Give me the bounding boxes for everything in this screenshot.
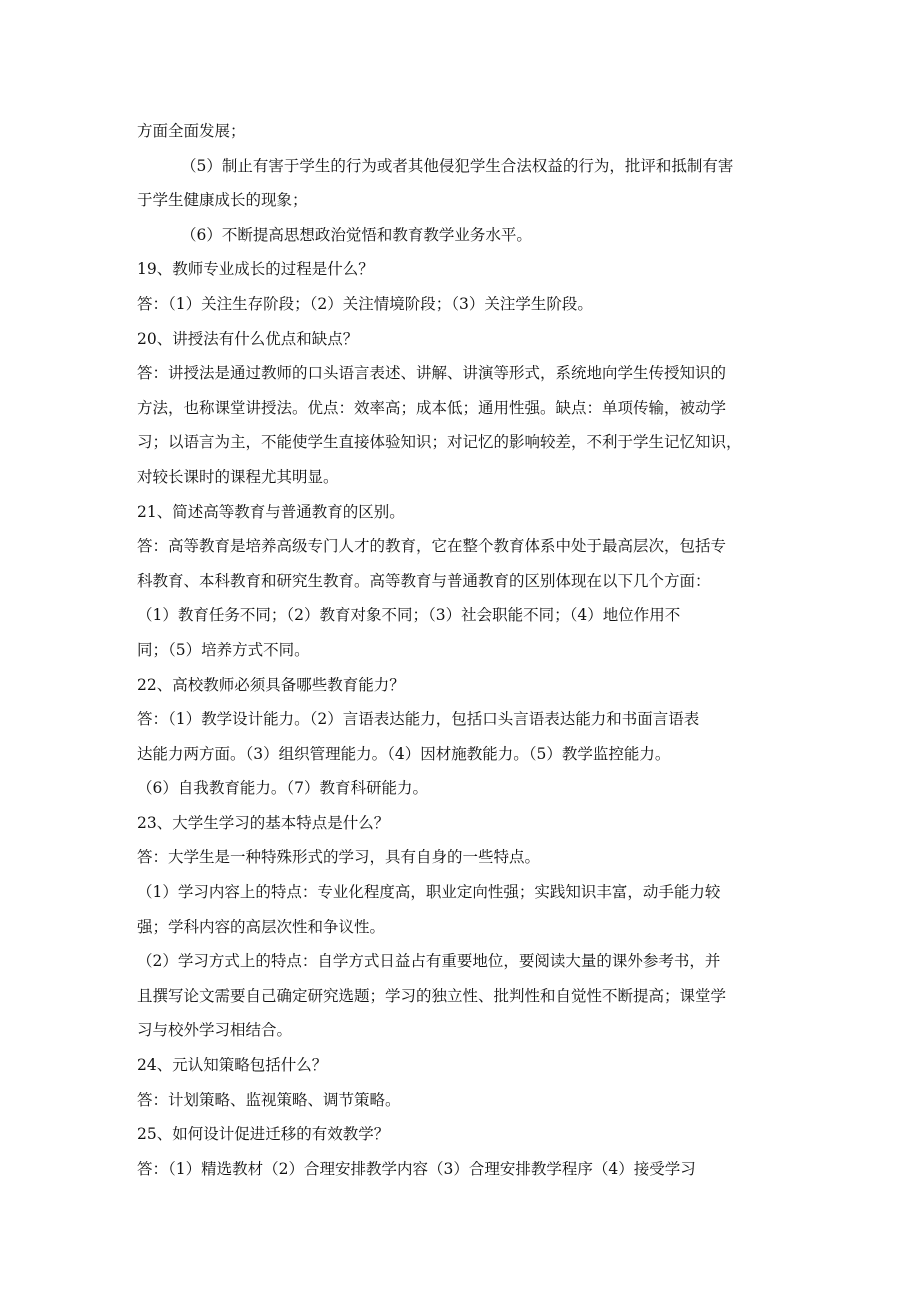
text-line: 21、简述高等教育与普通教育的区别。 — [137, 502, 405, 521]
text-line: 于学生健康成长的现象； — [137, 191, 308, 210]
text-line: 23、大学生学习的基本特点是什么？ — [137, 813, 390, 832]
text-line: 答：高等教育是培养高级专门人才的教育，它在整个教育体系中处于最高层次，包括专 — [137, 537, 727, 556]
text-line: 答：大学生是一种特殊形式的学习，具有自身的一些特点。 — [137, 848, 541, 867]
text-line: 20、讲授法有什么优点和缺点？ — [137, 329, 359, 348]
text-line: （2）学习方式上的特点：自学方式日益占有重要地位，要阅读大量的课外参考书，并 — [137, 952, 721, 971]
text-line: （1）教育任务不同；（2）教育对象不同；（3）社会职能不同；（4）地位作用不 — [137, 606, 681, 625]
text-line: 22、高校教师必须具备哪些教育能力？ — [137, 675, 405, 694]
text-line: 习；以语言为主，不能使学生直接体验知识；对记忆的影响较差，不利于学生记忆知识， — [137, 433, 742, 452]
document-body — [137, 114, 787, 1186]
text-line: 且撰写论文需要自己确定研究选题；学习的独立性、批判性和自觉性不断提高；课堂学 — [137, 986, 727, 1005]
text-line: 25、如何设计促进迁移的有效教学？ — [137, 1125, 390, 1144]
text-line: （1）学习内容上的特点：专业化程度高，职业定向性强；实践知识丰富，动手能力较 — [137, 883, 721, 902]
text-line: 答：（1）精选教材（2）合理安排教学内容（3）合理安排教学程序（4）接受学习 — [137, 1159, 696, 1178]
text-line: 科教育、本科教育和研究生教育。高等教育与普通教育的区别体现在以下几个方面： — [137, 571, 711, 590]
text-line: （6）不断提高思想政治觉悟和教育教学业务水平。 — [181, 225, 532, 244]
text-line: 强；学科内容的高层次性和争议性。 — [137, 917, 386, 936]
text-line: 答：计划策略、监视策略、调节策略。 — [137, 1090, 401, 1109]
text-line: 19、教师专业成长的过程是什么？ — [137, 260, 374, 279]
text-line: （5）制止有害于学生的行为或者其他侵犯学生合法权益的行为，批评和抵制有害 — [181, 156, 734, 175]
text-line: 24、元认知策略包括什么？ — [137, 1056, 328, 1075]
text-line: 同；（5）培养方式不同。 — [137, 640, 310, 659]
text-line: 习与校外学习相结合。 — [137, 1021, 293, 1040]
text-line: 方面全面发展； — [137, 122, 246, 140]
text-line: 答：（1）教学设计能力。（2）言语表达能力，包括口头言语表达能力和书面言语表 — [137, 710, 700, 729]
text-line: （6）自我教育能力。（7）教育科研能力。 — [137, 779, 428, 798]
text-line: 答：讲授法是通过教师的口头语言表述、讲解、讲演等形式，系统地向学生传授知识的 — [137, 364, 727, 383]
text-line: 对较长课时的课程尤其明显。 — [137, 467, 339, 486]
text-line: 方法，也称课堂讲授法。优点：效率高；成本低；通用性强。缺点：单项传输，被动学 — [137, 398, 727, 417]
text-line: 答：（1）关注生存阶段；（2）关注情境阶段；（3）关注学生阶段。 — [137, 294, 593, 313]
text-line: 达能力两方面。（3）组织管理能力。（4）因材施教能力。（5）教学监控能力。 — [137, 744, 671, 763]
